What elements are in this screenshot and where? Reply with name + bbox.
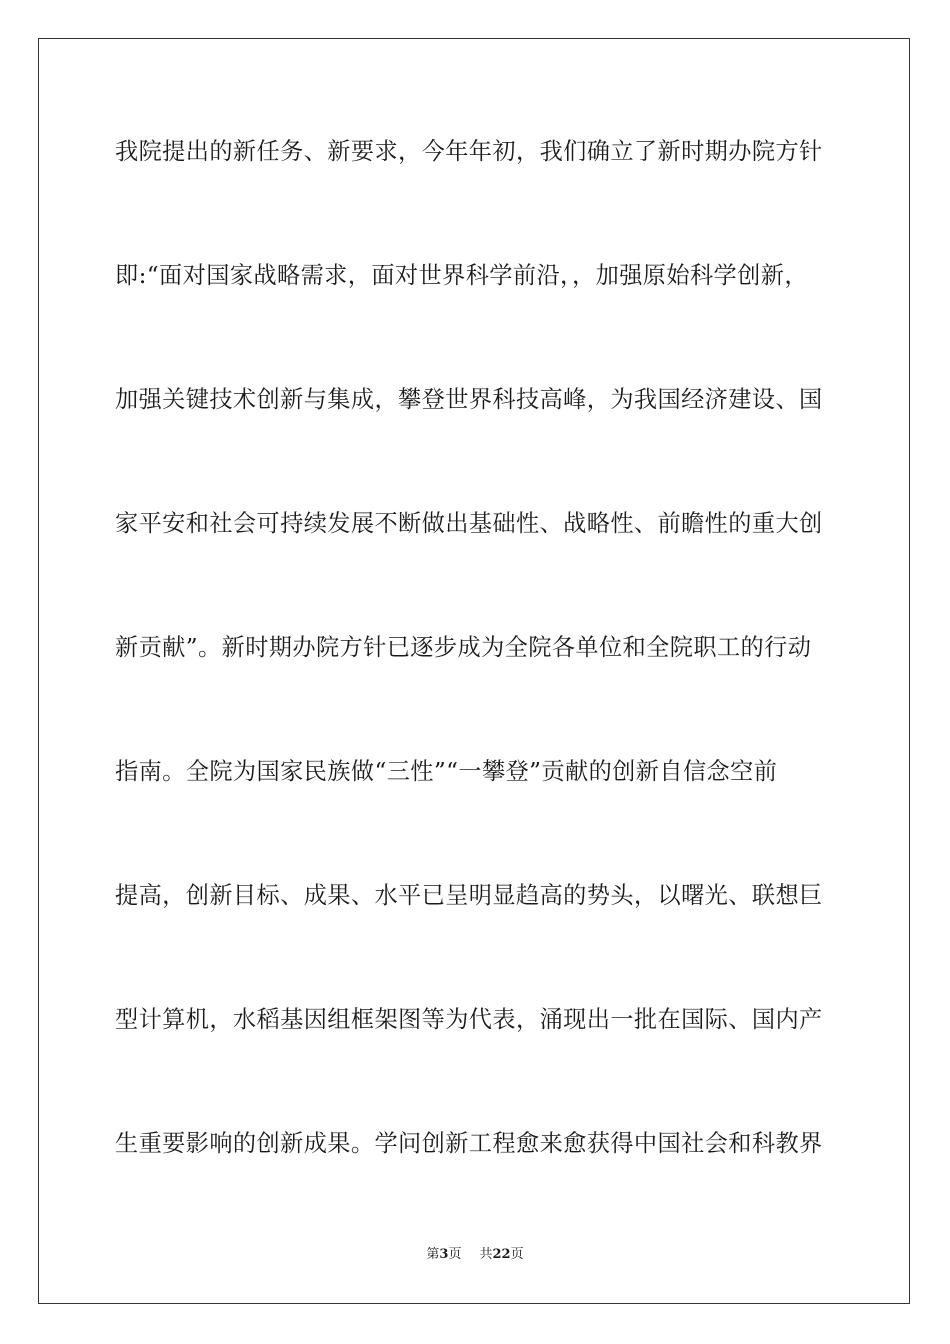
document-body xyxy=(115,125,835,1241)
page-prefix: 第 xyxy=(426,1247,440,1262)
text-line-4: 家平安和社会可持续发展不断做出基础性、战略性、前瞻性的重大创 xyxy=(115,510,823,537)
text-line-7: 提高，创新目标、成果、水平已呈明显趋高的势头，以曙光、联想巨 xyxy=(115,882,823,909)
text-line-6: 指南。全院为国家民族做“三性”“一攀登”贡献的创新自信念空前 xyxy=(115,758,778,785)
total-prefix: 共 xyxy=(479,1247,493,1262)
text-line-3: 加强关键技术创新与集成，攀登世界科技高峰，为我国经济建设、国 xyxy=(115,386,823,413)
text-line-8: 型计算机，水稻基因组框架图等为代表，涌现出一批在国际、国内产 xyxy=(115,1006,823,1033)
text-line-5: 新贡献”。新时期办院方针已逐步成为全院各单位和全院职工的行动 xyxy=(115,634,812,661)
text-line-9: 生重要影响的创新成果。学问创新工程愈来愈获得中国社会和科教界 xyxy=(115,1130,823,1157)
text-line-2: 即:“面对国家战略需求，面对世界科学前沿，，加强原始科学创新， xyxy=(115,262,808,289)
text-line-1: 我院提出的新任务、新要求，今年年初，我们确立了新时期办院方针 xyxy=(115,138,823,165)
current-page-number: 3 xyxy=(439,1247,449,1262)
page-number-footer xyxy=(0,1246,950,1264)
total-pages-number: 22 xyxy=(492,1247,511,1262)
page-suffix: 页 xyxy=(448,1247,462,1262)
total-suffix: 页 xyxy=(510,1247,524,1262)
